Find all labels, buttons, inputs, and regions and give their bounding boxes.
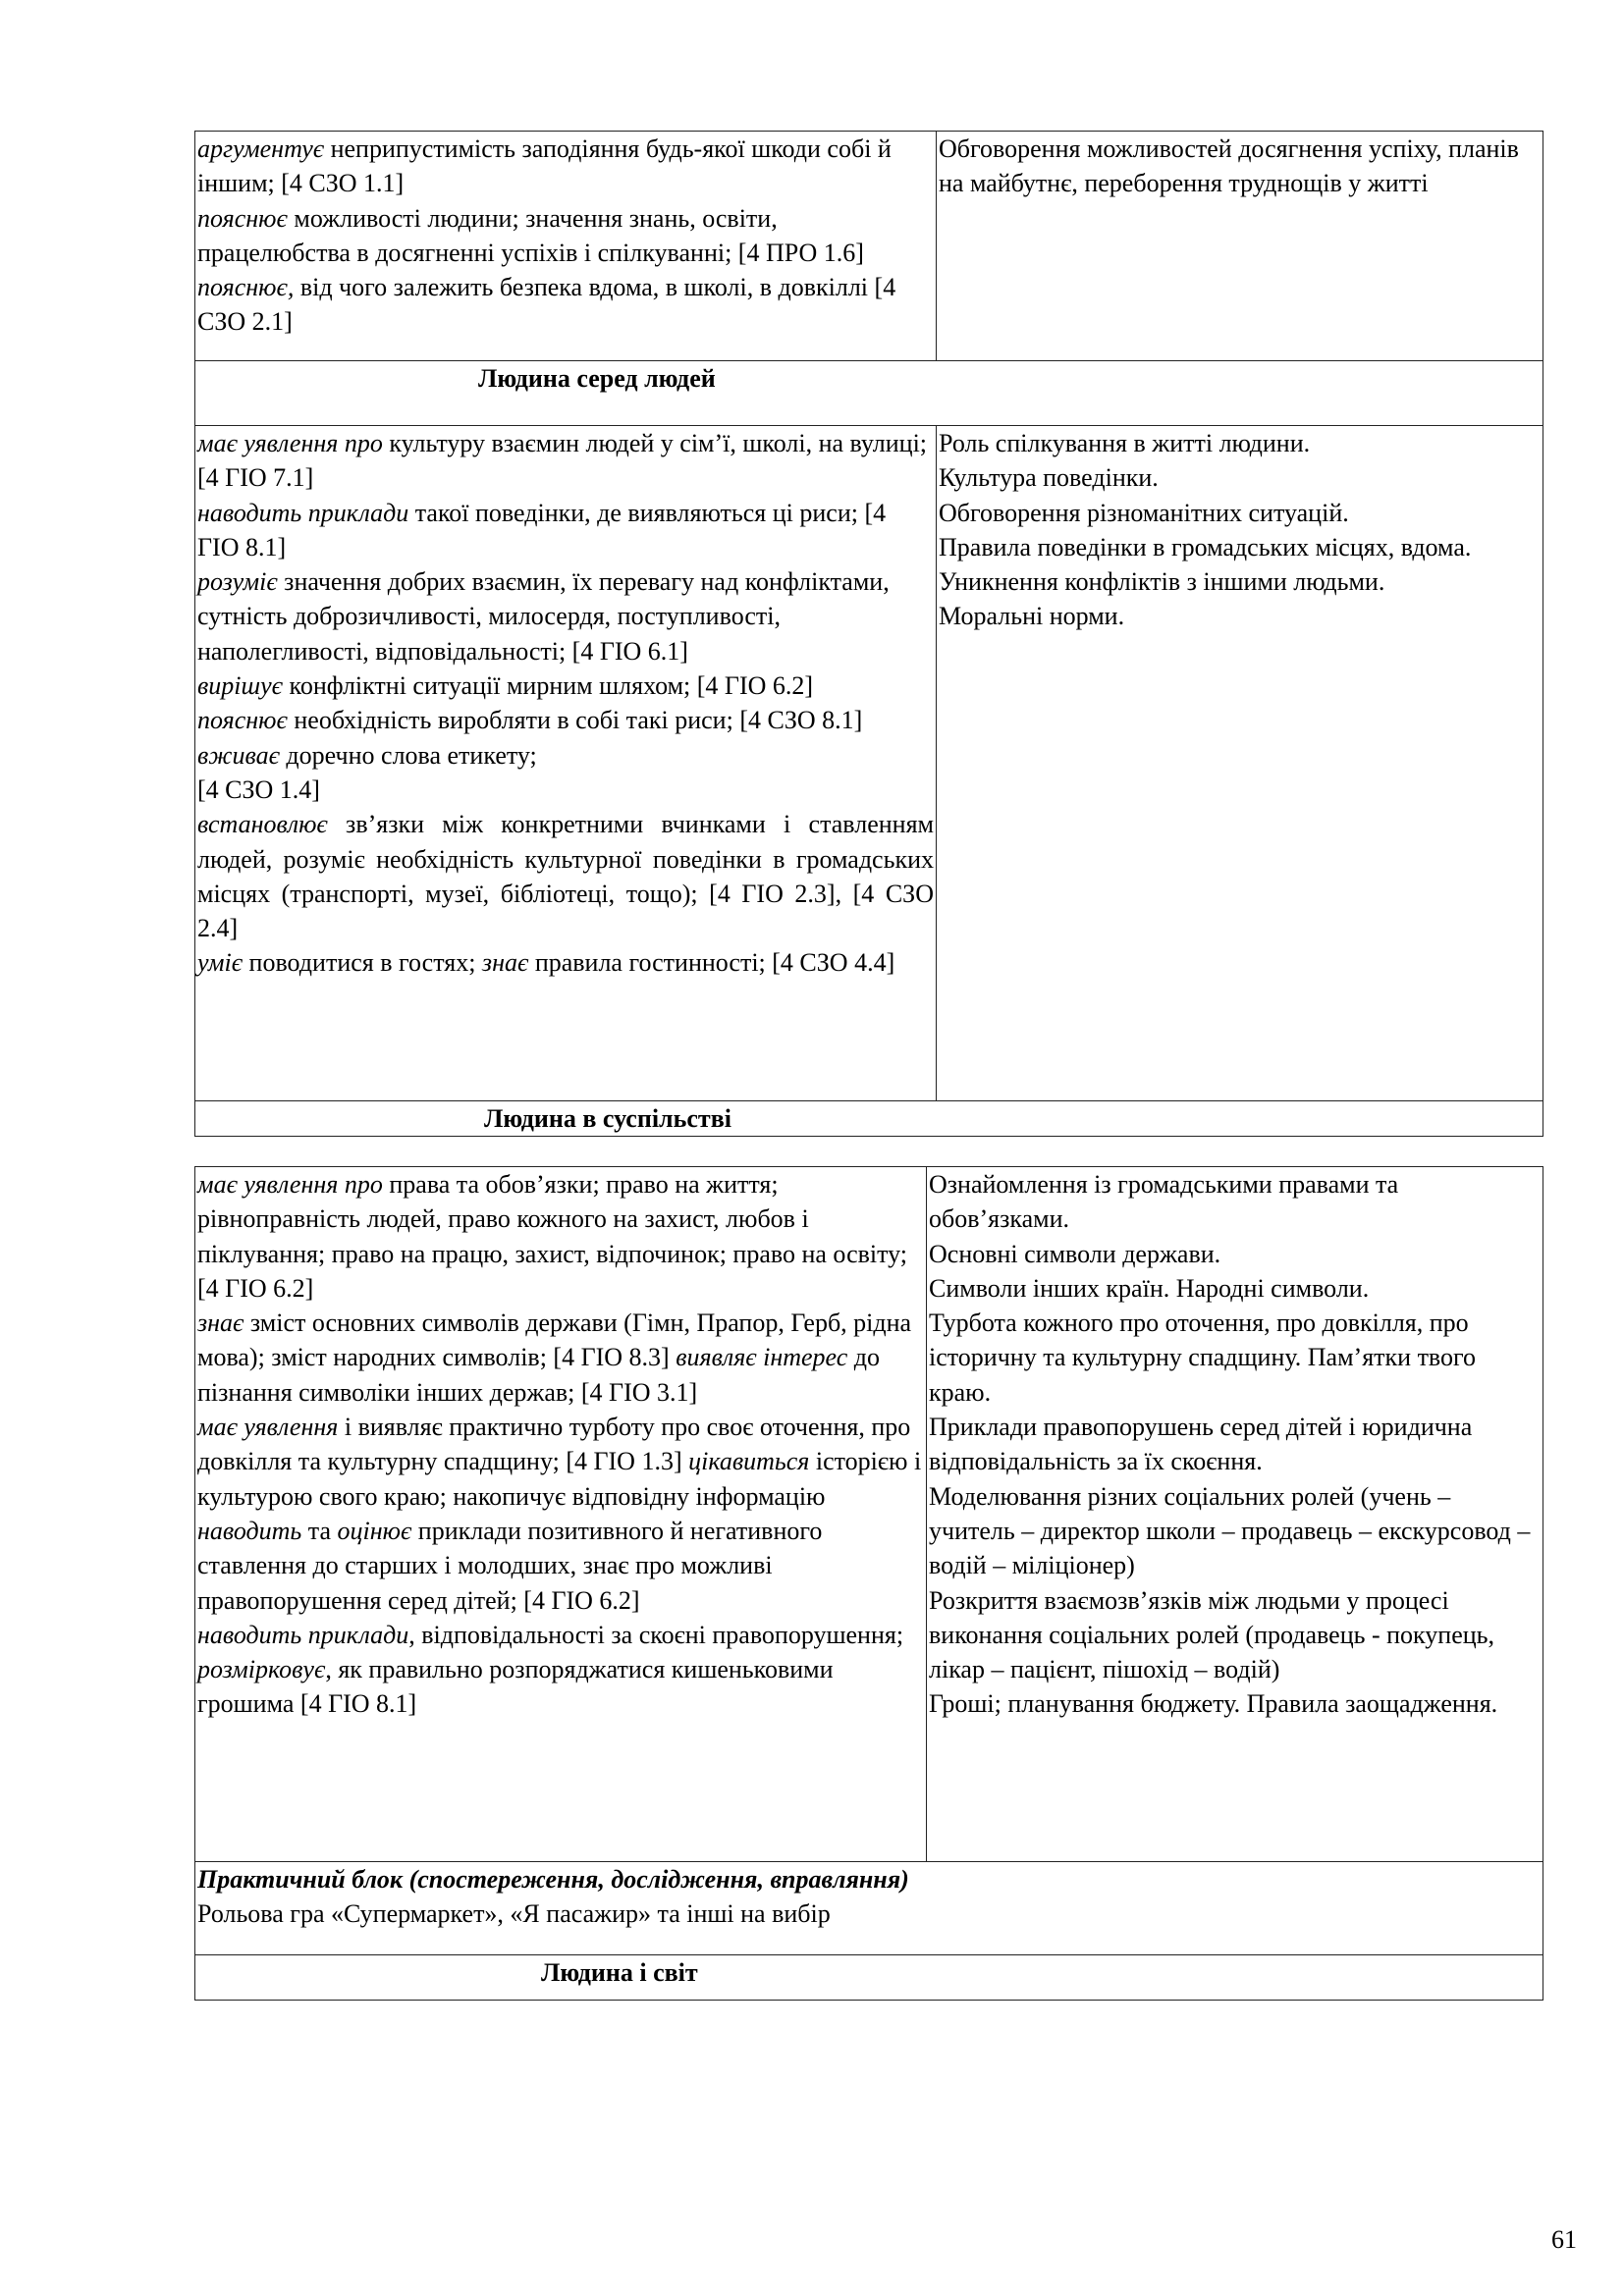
list-item: аргументує неприпустимість заподіяння будь-якої шкоди собі й іншим; [4 СЗО 1.1]: [197, 134, 892, 198]
section-header-row: [195, 1955, 1543, 2001]
practical-block-title: Практичний блок (спостереження, дослідження, вправляння): [197, 1865, 909, 1894]
list-item: пояснює необхідність виробляти в собі такі риси; [4 СЗО 8.1]: [197, 706, 863, 735]
list-item: наводить та оцінює приклади позитивного й негативного ставлення до старших і молодших, знає про можливі правопорушення серед дітей; [4 ГІО 6.2]: [197, 1516, 823, 1615]
list-item: має уявлення і виявляє практично турботу про своє оточення, про довкілля та культурну спадщину; [4 ГІО 1.3] цікавиться історією і культурою свого краю; накопичує відповідну інформацію: [197, 1413, 922, 1511]
expected-results-cell: [195, 1167, 927, 1862]
list-item: вирішує конфліктні ситуації мирним шляхом; [4 ГІО 6.2]: [197, 671, 814, 701]
expected-results-cell: [195, 426, 937, 1101]
list-item: пояснює, від чого залежить безпека вдома, в школі, в довкіллі [4 СЗО 2.1]: [197, 273, 896, 337]
page-number: 61: [1551, 2225, 1577, 2254]
list-item: [4 СЗО 1.4]: [197, 774, 320, 804]
list-item: наводить приклади, відповідальності за скоєні правопорушення;: [197, 1620, 904, 1649]
list-item: розуміє значення добрих взаємин, їх перевагу над конфліктами, сутність доброзичливості, милосердя, поступливості, наполегливості, відповідальності; [4 ГІО 6.1]: [197, 567, 890, 666]
curriculum-table-part2: [194, 1166, 1543, 2001]
list-item: встановлює зв’язки між конкретними вчинками і ставленням людей, розуміє необхідність культурної поведінки в громадських місцях (транспорті, музеї, бібліотеці, тощо); [4 ГІО 2.3], [4 СЗО 2.4]: [197, 810, 934, 943]
practical-block-text: Рольова гра «Супермаркет», «Я пасажир» та інші на вибір: [197, 1899, 831, 1929]
section-title: Людина серед людей: [478, 364, 716, 393]
content-cell: Ознайомлення із громадськими правами та обов’язками. Основні символи держави. Символи інших країн. Народні символи. Турбота кожного про оточення, про довкілля, про історичну та культурну спадщину. Пам’ятки твого краю. Приклади правопорушень серед дітей і юридична відповідальність за їх скоєння. Моделювання різних соціальних ролей (учень – учитель – директор школи – продавець – екскурсовод – водій – міліціонер) Розкриття взаємозв’язків між людьми у процесі виконання соціальних ролей (продавець - покупець, лікар – пацієнт, пішохід – водій) Гроші; планування бюджету. Правила заощадження.: [927, 1167, 1543, 1862]
content-cell: Роль спілкування в житті людини. Культура поведінки. Обговорення різноманітних ситуацій. Правила поведінки в громадських місцях, вдома. Уникнення конфліктів з іншими людьми. Моральні норми.: [937, 426, 1543, 1101]
expected-results-cell: [195, 132, 937, 361]
list-item: має уявлення про права та обов’язки; право на життя; рівноправність людей, право кожного на захист, любов і піклування; право на працю, захист, відпочинок; право на освіту; [4 ГІО 6.2]: [197, 1170, 908, 1303]
section-header-row: [195, 1101, 1543, 1137]
verb: пояснює: [197, 203, 288, 233]
table-row: [195, 1167, 1543, 1862]
table-row: [195, 132, 1543, 361]
content-cell: Обговорення можливостей досягнення успіху, планів на майбутнє, переборення труднощів у житті: [937, 132, 1543, 361]
list-item: уміє поводитися в гостях; знає правила гостинності; [4 СЗО 4.4]: [197, 948, 895, 978]
practical-block-row: [195, 1862, 1543, 1955]
list-item: наводить приклади такої поведінки, де виявляються ці риси; [4 ГІО 8.1]: [197, 498, 887, 561]
verb: аргументує: [197, 134, 325, 163]
list-item: знає зміст основних символів держави (Гімн, Прапор, Герб, рідна мова); зміст народних символів; [4 ГІО 8.3] виявляє інтерес до пізнання символіки інших держав; [4 ГІО 3.1]: [197, 1308, 912, 1407]
verb: пояснює,: [197, 273, 295, 302]
list-item: має уявлення про культуру взаємин людей у сім’ї, школі, на вулиці; [4 ГІО 7.1]: [197, 429, 928, 493]
section-header-row: [195, 361, 1543, 426]
list-item: вживає доречно слова етикету;: [197, 740, 537, 770]
curriculum-table: [194, 131, 1543, 1137]
section-title: Людина в суспільстві: [484, 1104, 731, 1133]
section-title: Людина і світ: [541, 1958, 698, 1987]
table-row: [195, 426, 1543, 1101]
list-item: пояснює можливості людини; значення знань, освіти, працелюбства в досягненні успіхів і спілкуванні; [4 ПРО 1.6]: [197, 203, 864, 267]
list-item: розмірковує, як правильно розпоряджатися кишеньковими грошима [4 ГІО 8.1]: [197, 1655, 834, 1719]
